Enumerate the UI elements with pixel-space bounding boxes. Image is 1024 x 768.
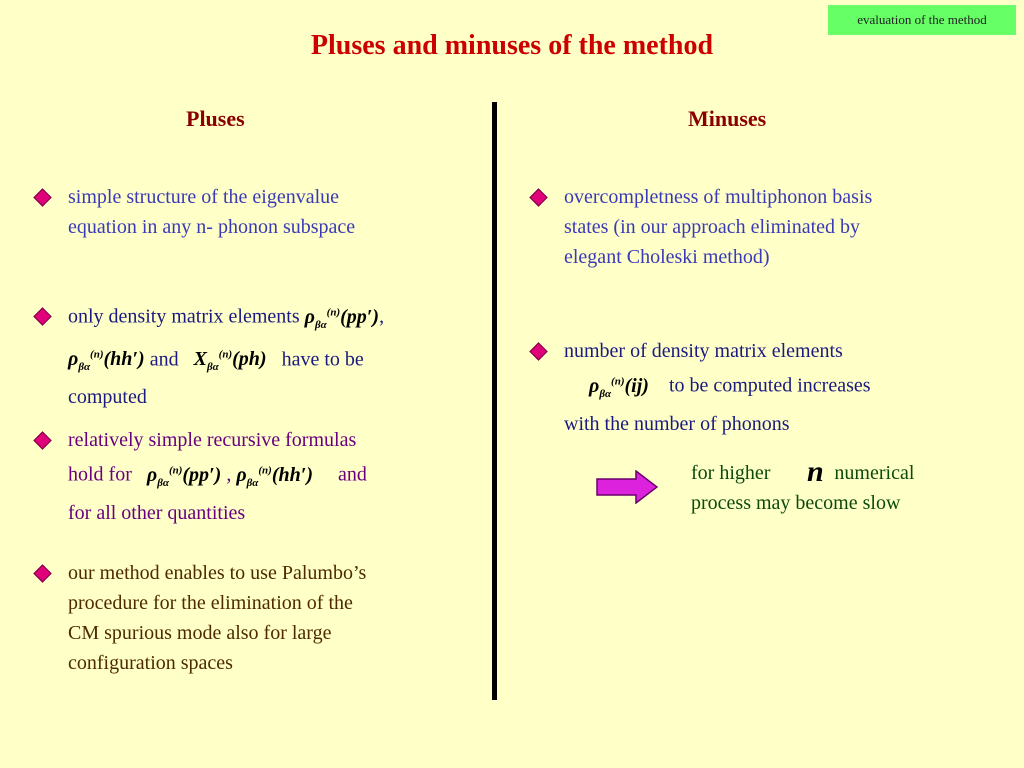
pluses-heading: Pluses <box>186 106 245 131</box>
minus-note <box>691 458 1001 518</box>
minus-item-1 <box>564 182 1004 272</box>
minus-item-1-line1: overcompletness of multiphonon basis <box>564 186 873 208</box>
rho-hh-formula: $\rho_{\beta\alpha}^{(n)}(hh')$ <box>68 348 145 374</box>
plus-item-2: only density matrix elements $\rho_{\beta\alpha}^{(n)}(pp')$, $\rho_{\beta\alpha}^{(n)}(hh')$ and $X_{\beta\alpha}^{(n)}(ph)$ have to be computed <box>68 297 488 412</box>
column-divider <box>492 102 497 700</box>
plus-item-4-line4: configuration spaces <box>68 652 233 674</box>
right-arrow-icon <box>596 470 658 504</box>
minuses-heading: Minuses <box>688 106 767 131</box>
minus-item-2-line2: to be computed increases <box>668 374 871 397</box>
minus-note-line2: process may become slow <box>691 492 901 514</box>
plus-item-3-and: and <box>338 463 367 486</box>
plus-item-4-line3: CM spurious mode also for large <box>68 622 332 644</box>
bullet-diamond-icon <box>33 564 51 582</box>
rho-pp-formula: $\rho_{\beta\alpha}^{(n)}(pp')$ <box>304 305 380 331</box>
minus-note-numerical: numerical <box>834 462 915 484</box>
rho-pp-formula-2: $\rho_{\beta\alpha}^{(n)}(pp')$ <box>146 463 222 489</box>
minus-note-forhigher: for higher <box>691 462 771 484</box>
bullet-diamond-icon <box>33 307 51 325</box>
minus-item-1-line2: states (in our approach eliminated by <box>564 216 861 238</box>
n-variable: n <box>807 455 824 488</box>
plus-item-1-line1: simple structure of the eigenvalue <box>68 186 340 208</box>
plus-item-1-line2: equation in any n- phonon subspace <box>68 216 356 238</box>
bullet-diamond-icon <box>529 188 547 206</box>
plus-item-2-and: and <box>149 348 179 371</box>
bullet-diamond-icon <box>529 342 547 360</box>
bullet-diamond-icon <box>33 431 51 449</box>
minus-item-1-line3: elegant Choleski method) <box>564 246 770 268</box>
plus-item-2-line1: only density matrix elements <box>68 305 300 328</box>
x-ph-formula: $X_{\beta\alpha}^{(n)}(ph)$ <box>193 348 267 374</box>
plus-item-3-line3: for all other quantities <box>68 501 246 524</box>
plus-item-2-line3: computed <box>68 386 147 409</box>
minus-item-2-line3: with the number of phonons <box>564 412 790 435</box>
slide-title: Pluses and minuses of the method <box>310 30 714 61</box>
bullet-diamond-icon <box>33 188 51 206</box>
plus-item-3-holdfor: hold for <box>68 463 132 486</box>
minus-item-2 <box>564 336 1004 439</box>
plus-item-3: relatively simple recursive formulas hold for $\rho_{\beta\alpha}^{(n)}(pp')$ , $\rho_{\beta\alpha}^{(n)}(hh')$ and for all other quantities <box>68 425 488 528</box>
rho-hh-formula-2: $\rho_{\beta\alpha}^{(n)}(hh')$ <box>236 463 314 489</box>
rho-ij-formula: $\rho_{\beta\alpha}^{(n)}(ij)$ <box>589 374 649 400</box>
minus-item-2-line1: number of density matrix elements <box>564 340 843 362</box>
plus-item-4 <box>68 558 478 678</box>
plus-item-4-line1: our method enables to use Palumbo’s <box>68 562 367 584</box>
plus-item-2-tail: have to be <box>281 348 364 371</box>
plus-item-3-line1: relatively simple recursive formulas <box>68 429 357 451</box>
plus-item-4-line2: procedure for the elimination of the <box>68 592 353 614</box>
section-tag: evaluation of the method <box>828 5 1016 35</box>
plus-item-1 <box>68 182 478 242</box>
